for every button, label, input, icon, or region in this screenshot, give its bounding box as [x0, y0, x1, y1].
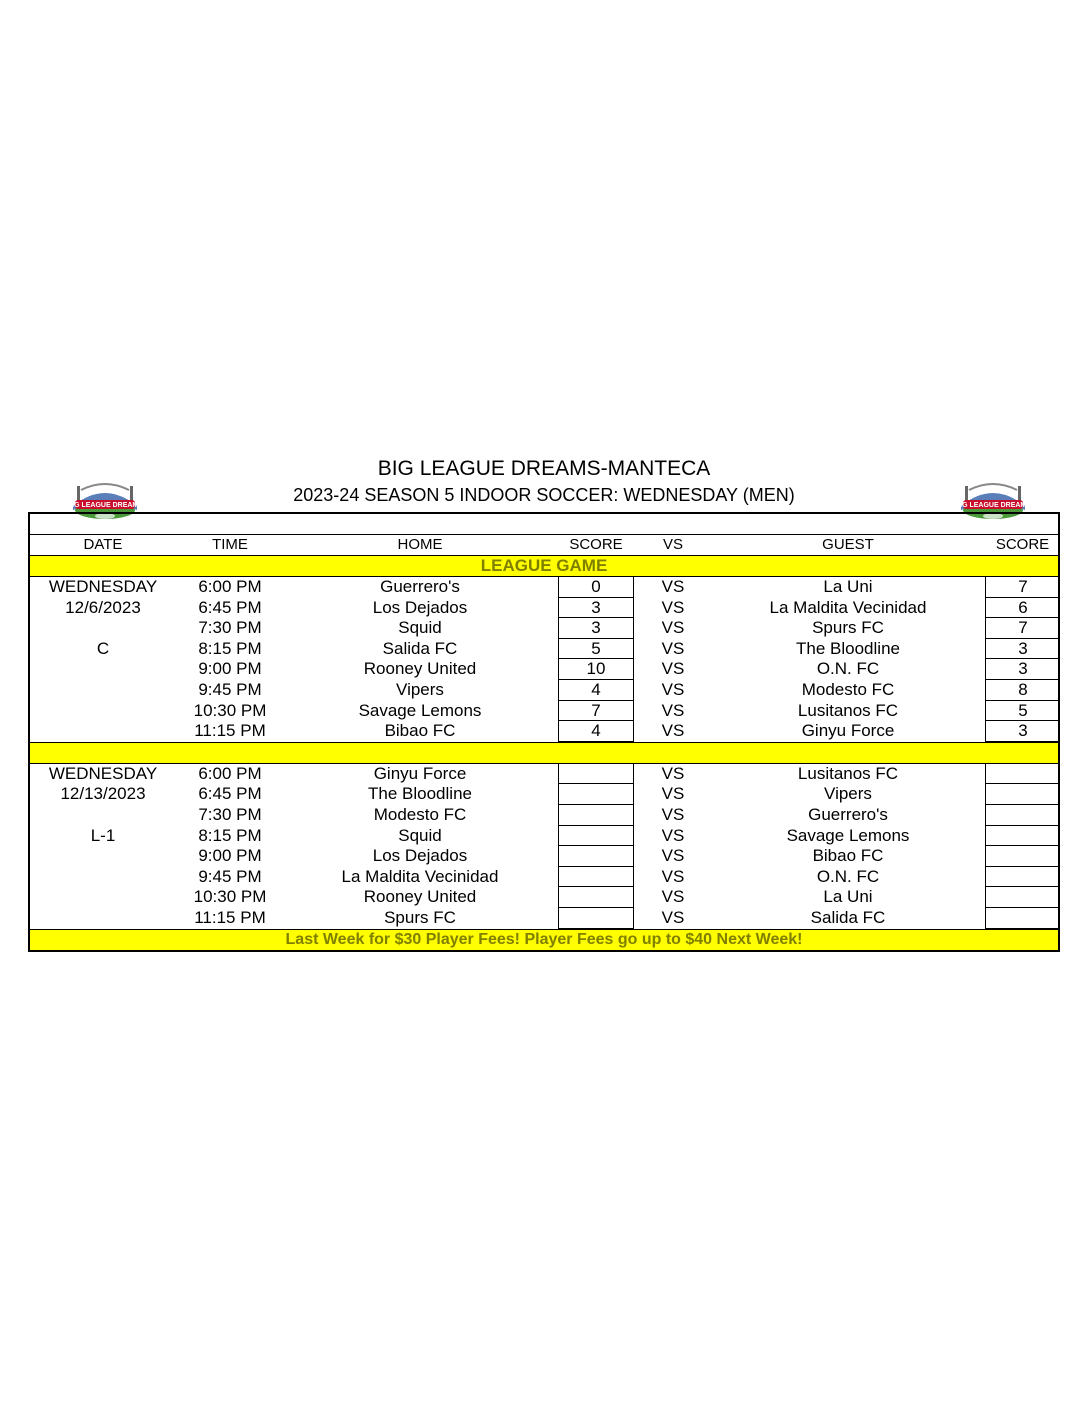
guest-team: Ginyu Force — [801, 721, 895, 741]
game-row — [30, 887, 1058, 908]
home-team: Rooney United — [363, 887, 477, 907]
home-score — [558, 908, 634, 929]
vs-label: VS — [661, 618, 685, 638]
game-time: 9:00 PM — [198, 659, 262, 679]
vs-label: VS — [661, 763, 685, 783]
home-team: Savage Lemons — [358, 700, 482, 720]
home-team: Los Dejados — [372, 846, 468, 866]
game-row — [30, 577, 1058, 598]
vs-label: VS — [661, 597, 685, 617]
game-time: 8:15 PM — [198, 638, 262, 658]
game-row — [30, 764, 1058, 785]
game-time: 7:30 PM — [198, 804, 262, 824]
guest-team: La Uni — [823, 887, 873, 907]
home-team: Ginyu Force — [373, 763, 467, 783]
game-row — [30, 680, 1058, 701]
page-title: BIG LEAGUE DREAMS-MANTECA — [377, 457, 711, 480]
vs-label: VS — [661, 804, 685, 824]
guest-team: Savage Lemons — [786, 825, 910, 845]
league-game-banner: LEAGUE GAME — [30, 556, 1058, 577]
game-row — [30, 598, 1058, 619]
game-row — [30, 846, 1058, 867]
home-team: Squid — [398, 825, 442, 845]
vs-label: VS — [661, 679, 685, 699]
vs-label: VS — [661, 846, 685, 866]
home-score: 3 — [558, 618, 634, 639]
game-row — [30, 908, 1058, 929]
guest-score: 3 — [985, 721, 1060, 742]
game-row — [30, 867, 1058, 888]
date-cell: L-1 — [90, 825, 116, 845]
guest-team: Salida FC — [810, 907, 886, 927]
game-time: 6:45 PM — [198, 597, 262, 617]
home-score — [558, 805, 634, 826]
schedule-table — [28, 512, 1060, 952]
date-cell: 12/6/2023 — [65, 597, 141, 617]
guest-score: 7 — [985, 618, 1060, 639]
game-time: 8:15 PM — [198, 825, 262, 845]
game-row — [30, 805, 1058, 826]
home-team: Los Dejados — [372, 597, 468, 617]
date-cell: C — [96, 638, 110, 658]
logo-text: BIG LEAGUE DREAMS — [67, 502, 143, 509]
week-separator — [30, 742, 1058, 764]
home-team: Vipers — [396, 679, 444, 699]
game-row — [30, 721, 1058, 742]
col-home: HOME — [397, 536, 443, 553]
home-score — [558, 846, 634, 867]
home-score: 4 — [558, 680, 634, 701]
game-row — [30, 826, 1058, 847]
game-row — [30, 701, 1058, 722]
col-guest: GUEST — [822, 536, 874, 553]
guest-team: Modesto FC — [801, 679, 895, 699]
guest-score: 3 — [985, 659, 1060, 680]
guest-score — [985, 784, 1060, 805]
page-subtitle: 2023-24 SEASON 5 INDOOR SOCCER: WEDNESDAY (MEN) — [293, 485, 795, 505]
vs-label: VS — [661, 866, 685, 886]
col-guest-score: SCORE — [995, 536, 1050, 553]
home-team: Rooney United — [363, 659, 477, 679]
vs-label: VS — [661, 659, 685, 679]
home-score: 3 — [558, 598, 634, 619]
guest-score — [985, 805, 1060, 826]
guest-team: La Uni — [823, 577, 873, 596]
vs-label: VS — [661, 577, 685, 596]
guest-team: Vipers — [824, 784, 872, 804]
home-score — [558, 867, 634, 888]
player-fee-notice: Last Week for $30 Player Fees! Player Fees go up to $40 Next Week! — [30, 929, 1058, 950]
game-row — [30, 639, 1058, 660]
home-team: Modesto FC — [373, 804, 467, 824]
logo-text: BIG LEAGUE DREAMS — [955, 502, 1031, 509]
home-score — [558, 764, 634, 785]
guest-score: 7 — [985, 577, 1060, 598]
vs-label: VS — [661, 638, 685, 658]
home-team: Squid — [398, 618, 442, 638]
game-time: 6:00 PM — [198, 763, 262, 783]
guest-team: Bibao FC — [812, 846, 884, 866]
game-time: 6:45 PM — [198, 784, 262, 804]
game-time: 7:30 PM — [198, 618, 262, 638]
vs-label: VS — [661, 907, 685, 927]
vs-label: VS — [661, 784, 685, 804]
home-score: 7 — [558, 701, 634, 722]
home-team: Salida FC — [382, 638, 458, 658]
home-score — [558, 887, 634, 908]
guest-score — [985, 908, 1060, 929]
guest-score — [985, 826, 1060, 847]
game-row — [30, 659, 1058, 680]
game-time: 10:30 PM — [193, 700, 267, 720]
col-date: DATE — [83, 536, 123, 553]
home-score — [558, 826, 634, 847]
guest-score: 6 — [985, 598, 1060, 619]
home-team: La Maldita Vecinidad — [341, 866, 499, 886]
col-time: TIME — [212, 536, 248, 553]
guest-team: Spurs FC — [812, 618, 884, 638]
guest-score — [985, 887, 1060, 908]
home-team: Bibao FC — [384, 721, 456, 741]
home-team: The Bloodline — [368, 784, 472, 804]
game-time: 9:45 PM — [198, 866, 262, 886]
game-row — [30, 618, 1058, 639]
date-cell: WEDNESDAY — [48, 577, 158, 596]
game-time: 11:15 PM — [194, 907, 266, 927]
guest-score: 3 — [985, 639, 1060, 660]
home-score: 5 — [558, 639, 634, 660]
home-team: Spurs FC — [384, 907, 456, 927]
column-header-row — [30, 535, 1058, 556]
date-cell: 12/13/2023 — [60, 784, 146, 804]
guest-score — [985, 846, 1060, 867]
col-vs: VS — [662, 536, 683, 553]
game-row — [30, 784, 1058, 805]
week-2-games — [30, 764, 1058, 929]
guest-score: 5 — [985, 701, 1060, 722]
guest-team: Lusitanos FC — [797, 763, 899, 783]
guest-team: Guerrero's — [808, 804, 888, 824]
vs-label: VS — [661, 700, 685, 720]
top-spacer-row — [30, 514, 1058, 535]
guest-score: 8 — [985, 680, 1060, 701]
guest-score — [985, 764, 1060, 785]
game-time: 6:00 PM — [198, 577, 262, 596]
guest-team: La Maldita Vecinidad — [769, 597, 927, 617]
col-home-score: SCORE — [569, 536, 623, 553]
vs-label: VS — [661, 887, 685, 907]
home-score: 10 — [558, 659, 634, 680]
game-time: 9:45 PM — [198, 679, 262, 699]
game-time: 9:00 PM — [198, 846, 262, 866]
guest-score — [985, 867, 1060, 888]
home-score: 0 — [558, 577, 634, 598]
date-cell: WEDNESDAY — [48, 763, 158, 783]
game-time: 10:30 PM — [193, 887, 267, 907]
week-1-games — [30, 577, 1058, 742]
home-score — [558, 784, 634, 805]
home-team: Guerrero's — [380, 577, 460, 596]
guest-team: Lusitanos FC — [797, 700, 899, 720]
home-score: 4 — [558, 721, 634, 742]
vs-label: VS — [661, 825, 685, 845]
game-time: 11:15 PM — [194, 721, 266, 741]
guest-team: O.N. FC — [816, 866, 880, 886]
vs-label: VS — [661, 721, 685, 741]
guest-team: The Bloodline — [796, 638, 900, 658]
guest-team: O.N. FC — [816, 659, 880, 679]
